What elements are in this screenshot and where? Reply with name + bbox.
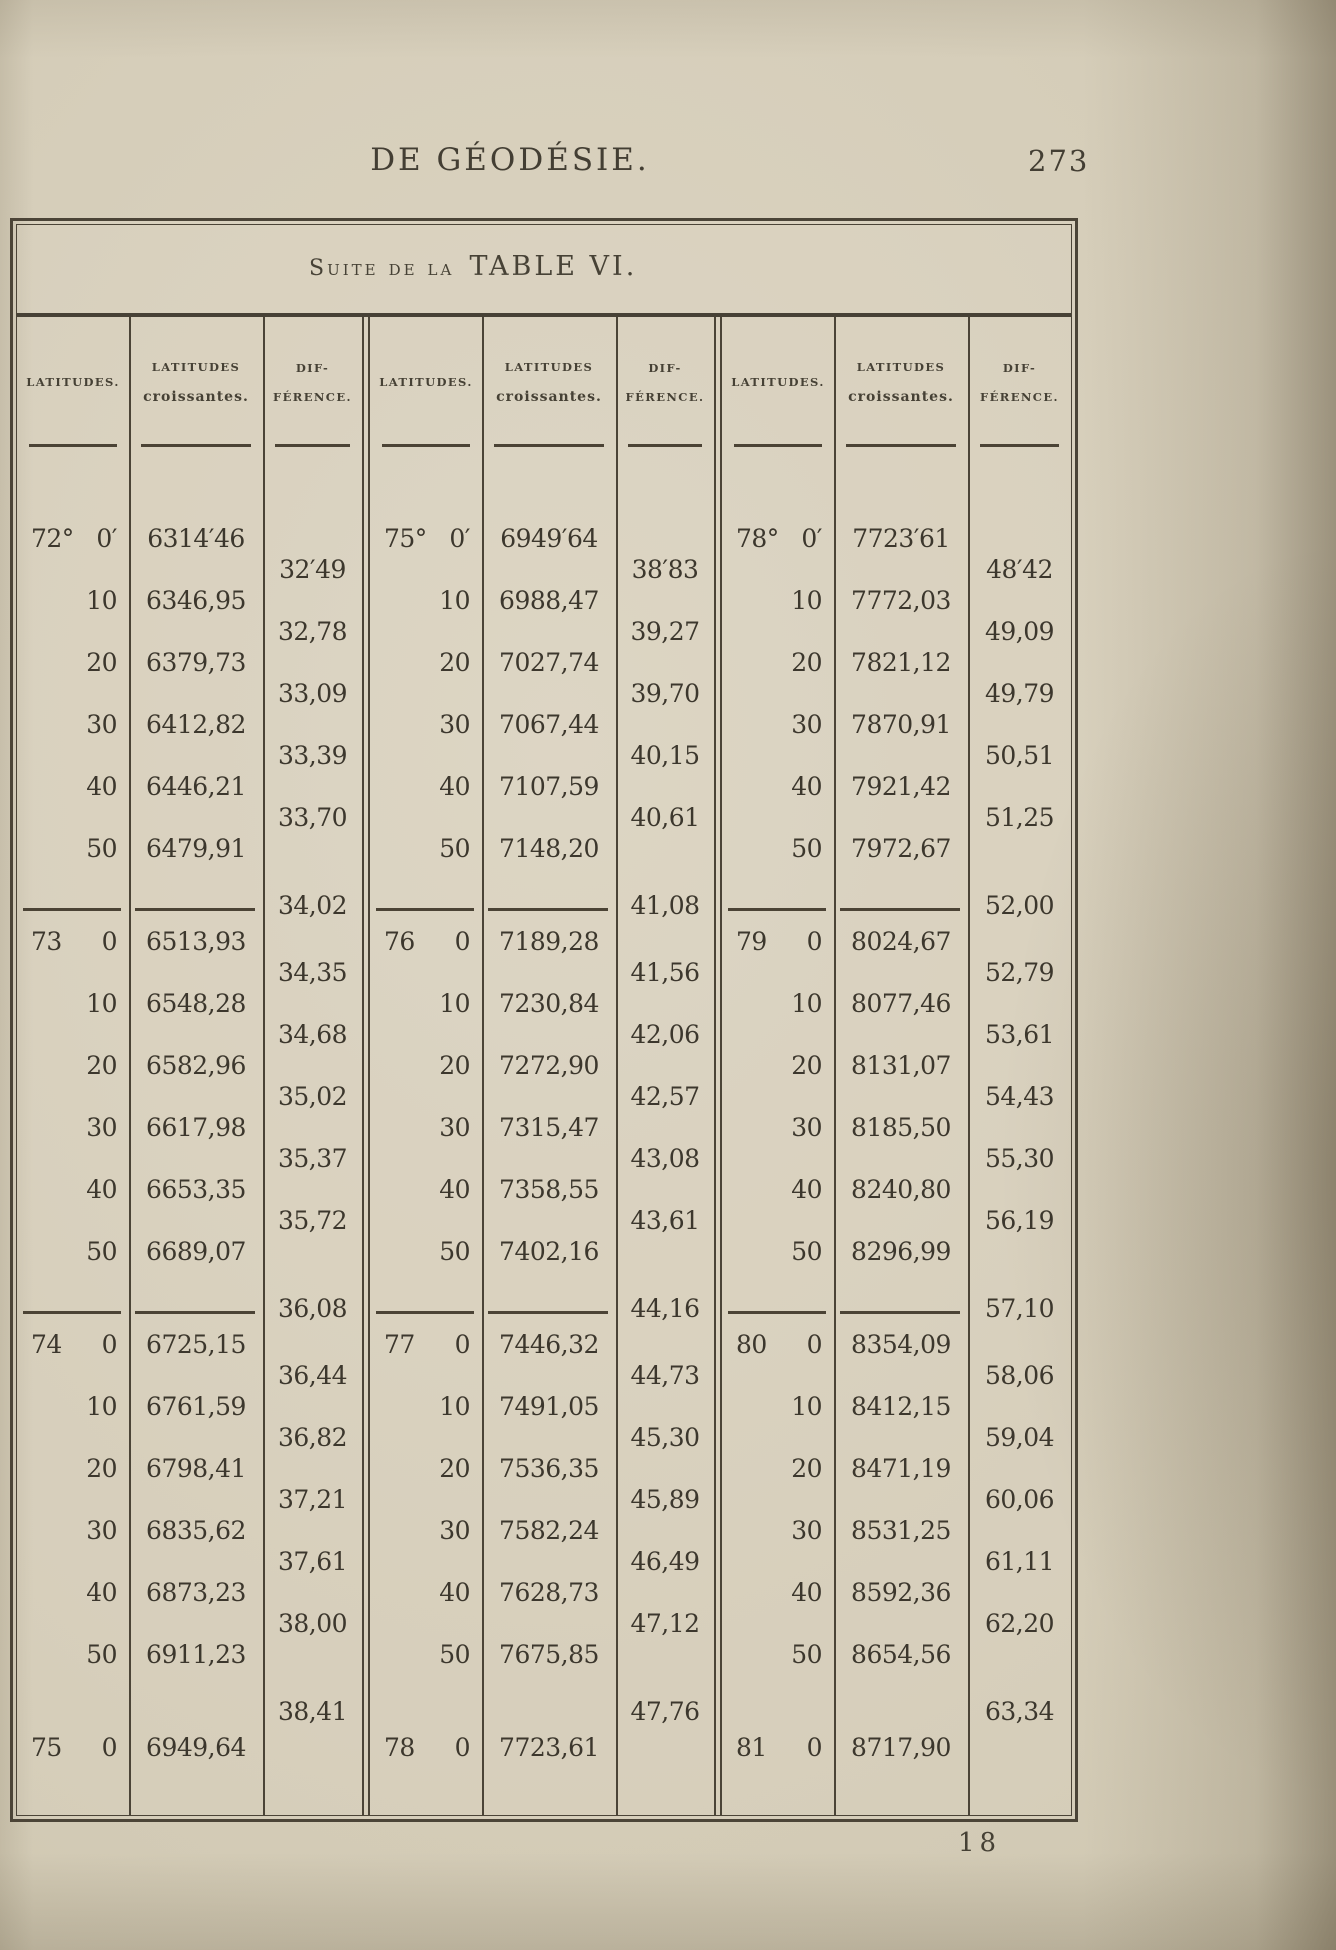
latitude-minute: 50 (439, 1236, 470, 1266)
latitude-minute: 40 (439, 1174, 470, 1204)
difference-value: 50,51 (984, 740, 1055, 770)
difference-value: 62,20 (984, 1608, 1055, 1638)
difference-value: 59,04 (984, 1422, 1055, 1452)
latitude-minute: 0 (806, 1329, 822, 1359)
croissante-value: 8077,46 (851, 988, 951, 1018)
section-divider-dash (135, 908, 255, 911)
latitude-minute: 0 (454, 1732, 470, 1762)
latitude-cell (17, 1096, 129, 1158)
latitude-minute: 10 (791, 585, 822, 615)
difference-value: 43,61 (630, 1205, 700, 1235)
latitude-minute: 20 (439, 1453, 470, 1483)
latitude-minute: 50 (791, 1639, 822, 1669)
difference-value: 47,76 (630, 1696, 700, 1726)
header-label: DIF- (648, 360, 682, 375)
section-divider-dash (488, 908, 608, 911)
latitude-cell (722, 693, 834, 755)
latitude-minute: 0′ (449, 523, 470, 553)
latitude-cell (17, 1375, 129, 1437)
header-latitudes (370, 317, 482, 447)
latitude-cell (722, 1561, 834, 1623)
croissante-value: 8717,90 (851, 1732, 951, 1762)
croissante-value: 7148,20 (499, 833, 599, 863)
header-latitudes-croissantes (482, 317, 616, 447)
latitude-minute: 20 (86, 647, 117, 677)
latitude-cell (722, 1096, 834, 1158)
latitude-minute: 0′ (801, 523, 822, 553)
croissante-value: 8296,99 (851, 1236, 951, 1266)
croissante-value: 6513,93 (146, 926, 246, 956)
difference-value: 39,70 (630, 678, 700, 708)
section-divider-dash (728, 908, 826, 911)
table-data-area (17, 447, 1071, 1815)
section-divider-dash (488, 1311, 608, 1314)
croissante-value: 6582,96 (146, 1050, 246, 1080)
latitude-cell (370, 631, 482, 693)
latitude-minute: 40 (791, 771, 822, 801)
croissante-value: 7358,55 (499, 1174, 599, 1204)
table-columns-area (17, 317, 1071, 1815)
latitude-minute: 50 (439, 833, 470, 863)
croissante-value: 7315,47 (499, 1112, 599, 1142)
difference-value: 35,72 (277, 1205, 348, 1235)
header-label: LATITUDES. (731, 375, 825, 389)
latitude-cell (370, 1561, 482, 1623)
header-label: croissantes. (143, 388, 249, 405)
table-group-78-81 (722, 447, 1071, 1815)
croissante-value: 6446,21 (146, 771, 246, 801)
header-difference (968, 317, 1071, 447)
latitude-cell (17, 1561, 129, 1623)
latitude-minute: 10 (86, 1391, 117, 1421)
latitude-minute: 20 (439, 647, 470, 677)
latitude-minute: 20 (439, 1050, 470, 1080)
latitude-cell (370, 1034, 482, 1096)
header-label: croissantes. (496, 388, 602, 405)
latitude-cell (370, 507, 482, 569)
header-label: LATITUDES. (379, 375, 473, 389)
latitude-minute: 30 (791, 1515, 822, 1545)
latitude-cell (722, 1716, 834, 1778)
latitude-degree: 78 (384, 1732, 415, 1762)
signature-mark: 18 (958, 1828, 1002, 1858)
latitude-degree: 72° (31, 523, 74, 553)
latitude-minute: 20 (791, 1050, 822, 1080)
latitude-cell (370, 569, 482, 631)
latitude-degree: 75 (31, 1732, 62, 1762)
latitude-degree: 73 (31, 926, 62, 956)
latitude-cell (17, 631, 129, 693)
latitude-cell (370, 1375, 482, 1437)
difference-value: 60,06 (984, 1484, 1055, 1514)
section-divider (722, 1311, 1071, 1314)
difference-value: 45,89 (630, 1484, 700, 1514)
latitude-minute: 20 (791, 1453, 822, 1483)
section-divider-dash (728, 1311, 826, 1314)
section-divider-dash (23, 908, 121, 911)
header-label: FÉRENCE. (273, 389, 352, 404)
latitude-cell (722, 507, 834, 569)
difference-value: 38,00 (277, 1608, 348, 1638)
latitude-minute: 50 (86, 1236, 117, 1266)
header-label: LATITUDES. (26, 375, 120, 389)
difference-value: 33,39 (277, 740, 348, 770)
latitude-cell (370, 972, 482, 1034)
difference-value: 42,57 (630, 1081, 700, 1111)
section-divider-dash (840, 1311, 960, 1314)
latitude-cell (17, 507, 129, 569)
latitude-cell (17, 817, 129, 879)
difference-value: 46,49 (630, 1546, 700, 1576)
latitude-cell (370, 1623, 482, 1685)
latitude-cell (17, 1034, 129, 1096)
difference-value: 43,08 (630, 1143, 700, 1173)
difference-value: 32′49 (279, 554, 346, 584)
latitude-cell (722, 569, 834, 631)
latitude-minute: 10 (86, 585, 117, 615)
table-title (309, 251, 637, 282)
croissante-value: 8185,50 (851, 1112, 951, 1142)
latitude-degree: 81 (736, 1732, 767, 1762)
latitude-cell (722, 1034, 834, 1096)
latitude-minute: 10 (439, 1391, 470, 1421)
latitude-cell (17, 569, 129, 631)
croissante-value: 6479,91 (146, 833, 246, 863)
latitude-minute: 0 (806, 1732, 822, 1762)
croissante-value: 8592,36 (851, 1577, 951, 1607)
croissante-value: 6761,59 (146, 1391, 246, 1421)
latitude-cell (17, 1220, 129, 1282)
latitude-minute: 30 (86, 1112, 117, 1142)
latitude-minute: 0 (806, 926, 822, 956)
header-label: DIF- (295, 360, 330, 375)
table-frame (10, 218, 1078, 1822)
croissante-value: 6835,62 (146, 1515, 246, 1545)
header-latitudes (17, 317, 129, 447)
latitude-cell (17, 693, 129, 755)
latitude-minute: 30 (791, 709, 822, 739)
table-title-band (17, 225, 1071, 313)
difference-value: 42,06 (630, 1019, 700, 1049)
section-divider-dash (376, 908, 474, 911)
table-title-prefix: Suite de la (309, 256, 455, 281)
difference-value: 32,78 (277, 616, 348, 646)
header-label: FÉRENCE. (980, 389, 1059, 404)
croissante-value: 7491,05 (499, 1391, 599, 1421)
latitude-minute: 10 (86, 988, 117, 1018)
latitude-minute: 10 (791, 988, 822, 1018)
page-number: 273 (1028, 144, 1090, 178)
header-label: LATITUDES (504, 359, 594, 374)
section-divider (370, 908, 714, 911)
header-label: LATITUDES (856, 359, 946, 374)
croissante-value: 7402,16 (499, 1236, 599, 1266)
croissante-value: 7272,90 (499, 1050, 599, 1080)
croissante-value: 7723,61 (499, 1732, 599, 1762)
header-label: LATITUDES (151, 359, 241, 374)
latitude-cell (370, 1437, 482, 1499)
croissante-value: 8131,07 (851, 1050, 951, 1080)
latitude-cell (370, 693, 482, 755)
croissante-value: 6412,82 (146, 709, 246, 739)
latitude-minute: 50 (439, 1639, 470, 1669)
difference-value: 41,08 (630, 890, 700, 920)
latitude-cell (722, 1437, 834, 1499)
latitude-minute: 20 (86, 1050, 117, 1080)
difference-value: 53,61 (984, 1019, 1055, 1049)
difference-value: 44,73 (630, 1360, 700, 1390)
latitude-minute: 40 (791, 1174, 822, 1204)
latitude-cell (370, 1716, 482, 1778)
difference-value: 36,44 (277, 1360, 348, 1390)
latitude-degree: 79 (736, 926, 767, 956)
latitude-minute: 0 (101, 1732, 117, 1762)
latitude-cell (17, 972, 129, 1034)
table-group-72-75 (17, 447, 362, 1815)
difference-value: 40,15 (630, 740, 700, 770)
latitude-cell (722, 1623, 834, 1685)
croissante-value: 7582,24 (499, 1515, 599, 1545)
difference-value: 35,37 (277, 1143, 348, 1173)
difference-value: 52,79 (984, 957, 1055, 987)
header-difference (616, 317, 714, 447)
latitude-minute: 30 (439, 1515, 470, 1545)
croissante-value: 8654,56 (851, 1639, 951, 1669)
section-divider (370, 1311, 714, 1314)
running-title: DE GÉODÉSIE. (370, 142, 650, 178)
difference-value: 55,30 (984, 1143, 1055, 1173)
difference-value: 38,41 (277, 1696, 348, 1726)
latitude-cell (722, 817, 834, 879)
table-header-band (17, 317, 1071, 447)
latitude-cell (370, 1220, 482, 1282)
latitude-minute: 50 (791, 1236, 822, 1266)
croissante-value: 6873,23 (146, 1577, 246, 1607)
latitude-minute: 10 (439, 988, 470, 1018)
croissante-value: 6548,28 (146, 988, 246, 1018)
section-divider-dash (135, 1311, 255, 1314)
latitude-minute: 30 (439, 709, 470, 739)
latitude-minute: 30 (791, 1112, 822, 1142)
difference-value: 52,00 (984, 890, 1055, 920)
croissante-value: 8471,19 (851, 1453, 951, 1483)
difference-value: 36,08 (277, 1293, 348, 1323)
difference-value: 34,35 (277, 957, 348, 987)
header-difference (263, 317, 362, 447)
croissante-value: 6653,35 (146, 1174, 246, 1204)
difference-value: 41,56 (630, 957, 700, 987)
croissante-value: 7446,32 (499, 1329, 599, 1359)
latitude-cell (722, 972, 834, 1034)
header-label: FÉRENCE. (625, 389, 705, 404)
difference-value: 37,21 (277, 1484, 348, 1514)
header-label: DIF- (1002, 360, 1037, 375)
croissante-value: 7027,74 (499, 647, 599, 677)
croissante-value: 7536,35 (499, 1453, 599, 1483)
latitude-cell (17, 1437, 129, 1499)
header-label: croissantes. (848, 388, 954, 405)
latitude-minute: 10 (439, 585, 470, 615)
latitude-cell (17, 1716, 129, 1778)
section-divider-dash (23, 1311, 121, 1314)
difference-value: 61,11 (984, 1546, 1055, 1576)
latitude-minute: 30 (439, 1112, 470, 1142)
croissante-value: 6949,64 (146, 1732, 246, 1762)
croissante-value: 8240,80 (851, 1174, 951, 1204)
difference-value: 33,09 (277, 678, 348, 708)
latitude-minute: 40 (86, 771, 117, 801)
difference-value: 36,82 (277, 1422, 348, 1452)
croissante-value: 8412,15 (851, 1391, 951, 1421)
difference-value: 47,12 (630, 1608, 700, 1638)
difference-value: 51,25 (984, 802, 1055, 832)
latitude-cell (17, 910, 129, 972)
croissante-value: 7772,03 (851, 585, 951, 615)
table-title-main: TABLE VI. (469, 251, 638, 282)
difference-value: 34,68 (277, 1019, 348, 1049)
difference-value: 35,02 (277, 1081, 348, 1111)
croissante-value: 6617,98 (146, 1112, 246, 1142)
latitude-minute: 40 (791, 1577, 822, 1607)
croissante-value: 8531,25 (851, 1515, 951, 1545)
latitude-cell (370, 1158, 482, 1220)
section-divider (17, 1311, 362, 1314)
latitude-degree: 75° (384, 523, 427, 553)
difference-value: 58,06 (984, 1360, 1055, 1390)
difference-value: 48′42 (986, 554, 1053, 584)
croissante-value: 6725,15 (146, 1329, 246, 1359)
latitude-minute: 40 (439, 771, 470, 801)
latitude-cell (722, 755, 834, 817)
latitude-cell (722, 1375, 834, 1437)
latitude-cell (722, 910, 834, 972)
difference-value: 34,02 (277, 890, 348, 920)
latitude-cell (17, 1313, 129, 1375)
latitude-minute: 50 (86, 1639, 117, 1669)
latitude-degree: 80 (736, 1329, 767, 1359)
section-divider-dash (376, 1311, 474, 1314)
croissante-value: 7230,84 (499, 988, 599, 1018)
latitude-cell (722, 1220, 834, 1282)
croissante-value: 6949′64 (500, 523, 598, 553)
croissante-value: 8024,67 (851, 926, 951, 956)
latitude-cell (722, 1158, 834, 1220)
latitude-cell (370, 1096, 482, 1158)
section-divider (17, 908, 362, 911)
difference-value: 49,79 (984, 678, 1055, 708)
latitude-minute: 30 (86, 1515, 117, 1545)
latitude-cell (370, 755, 482, 817)
latitude-minute: 0′ (96, 523, 117, 553)
latitude-minute: 40 (439, 1577, 470, 1607)
latitude-degree: 76 (384, 926, 415, 956)
latitude-cell (722, 1499, 834, 1561)
latitude-cell (370, 817, 482, 879)
latitude-minute: 20 (791, 647, 822, 677)
difference-value: 39,27 (630, 616, 700, 646)
difference-value: 38′83 (631, 554, 699, 584)
croissante-value: 7870,91 (851, 709, 951, 739)
croissante-value: 8354,09 (851, 1329, 951, 1359)
difference-value: 56,19 (984, 1205, 1055, 1235)
latitude-cell (370, 910, 482, 972)
header-latitudes-croissantes (834, 317, 968, 447)
croissante-value: 6314′46 (147, 523, 245, 553)
latitude-minute: 40 (86, 1577, 117, 1607)
croissante-value: 7675,85 (499, 1639, 599, 1669)
latitude-cell (722, 631, 834, 693)
header-latitudes-croissantes (129, 317, 263, 447)
difference-value: 54,43 (984, 1081, 1055, 1111)
croissante-value: 7107,59 (499, 771, 599, 801)
croissante-value: 6988,47 (499, 585, 599, 615)
header-latitudes (722, 317, 834, 447)
croissante-value: 6798,41 (146, 1453, 246, 1483)
croissante-value: 7189,28 (499, 926, 599, 956)
section-divider-dash (840, 908, 960, 911)
difference-value: 63,34 (984, 1696, 1055, 1726)
difference-value: 33,70 (277, 802, 348, 832)
difference-value: 37,61 (277, 1546, 348, 1576)
latitude-cell (17, 1499, 129, 1561)
table-group-75-78 (370, 447, 714, 1815)
latitude-degree: 78° (736, 523, 779, 553)
difference-value: 44,16 (630, 1293, 700, 1323)
latitude-minute: 0 (454, 926, 470, 956)
latitude-minute: 30 (86, 709, 117, 739)
croissante-value: 7821,12 (851, 647, 951, 677)
latitude-cell (370, 1499, 482, 1561)
difference-value: 57,10 (984, 1293, 1055, 1323)
latitude-minute: 10 (791, 1391, 822, 1421)
table-frame-inner (16, 224, 1072, 1816)
latitude-cell (17, 1158, 129, 1220)
latitude-minute: 40 (86, 1174, 117, 1204)
latitude-minute: 20 (86, 1453, 117, 1483)
croissante-value: 7921,42 (851, 771, 951, 801)
latitude-degree: 77 (384, 1329, 415, 1359)
croissante-value: 6346,95 (146, 585, 246, 615)
latitude-cell (17, 1623, 129, 1685)
croissante-value: 6689,07 (146, 1236, 246, 1266)
latitude-minute: 50 (791, 833, 822, 863)
croissante-value: 6911,23 (146, 1639, 246, 1669)
latitude-degree: 74 (31, 1329, 62, 1359)
latitude-minute: 50 (86, 833, 117, 863)
section-divider (722, 908, 1071, 911)
difference-value: 40,61 (630, 802, 700, 832)
latitude-cell (370, 1313, 482, 1375)
croissante-value: 7067,44 (499, 709, 599, 739)
croissante-value: 6379,73 (146, 647, 246, 677)
difference-value: 45,30 (630, 1422, 700, 1452)
croissante-value: 7628,73 (499, 1577, 599, 1607)
latitude-minute: 0 (101, 1329, 117, 1359)
difference-value: 49,09 (984, 616, 1055, 646)
latitude-minute: 0 (101, 926, 117, 956)
latitude-minute: 0 (454, 1329, 470, 1359)
latitude-cell (722, 1313, 834, 1375)
croissante-value: 7723′61 (852, 523, 950, 553)
latitude-cell (17, 755, 129, 817)
croissante-value: 7972,67 (851, 833, 951, 863)
